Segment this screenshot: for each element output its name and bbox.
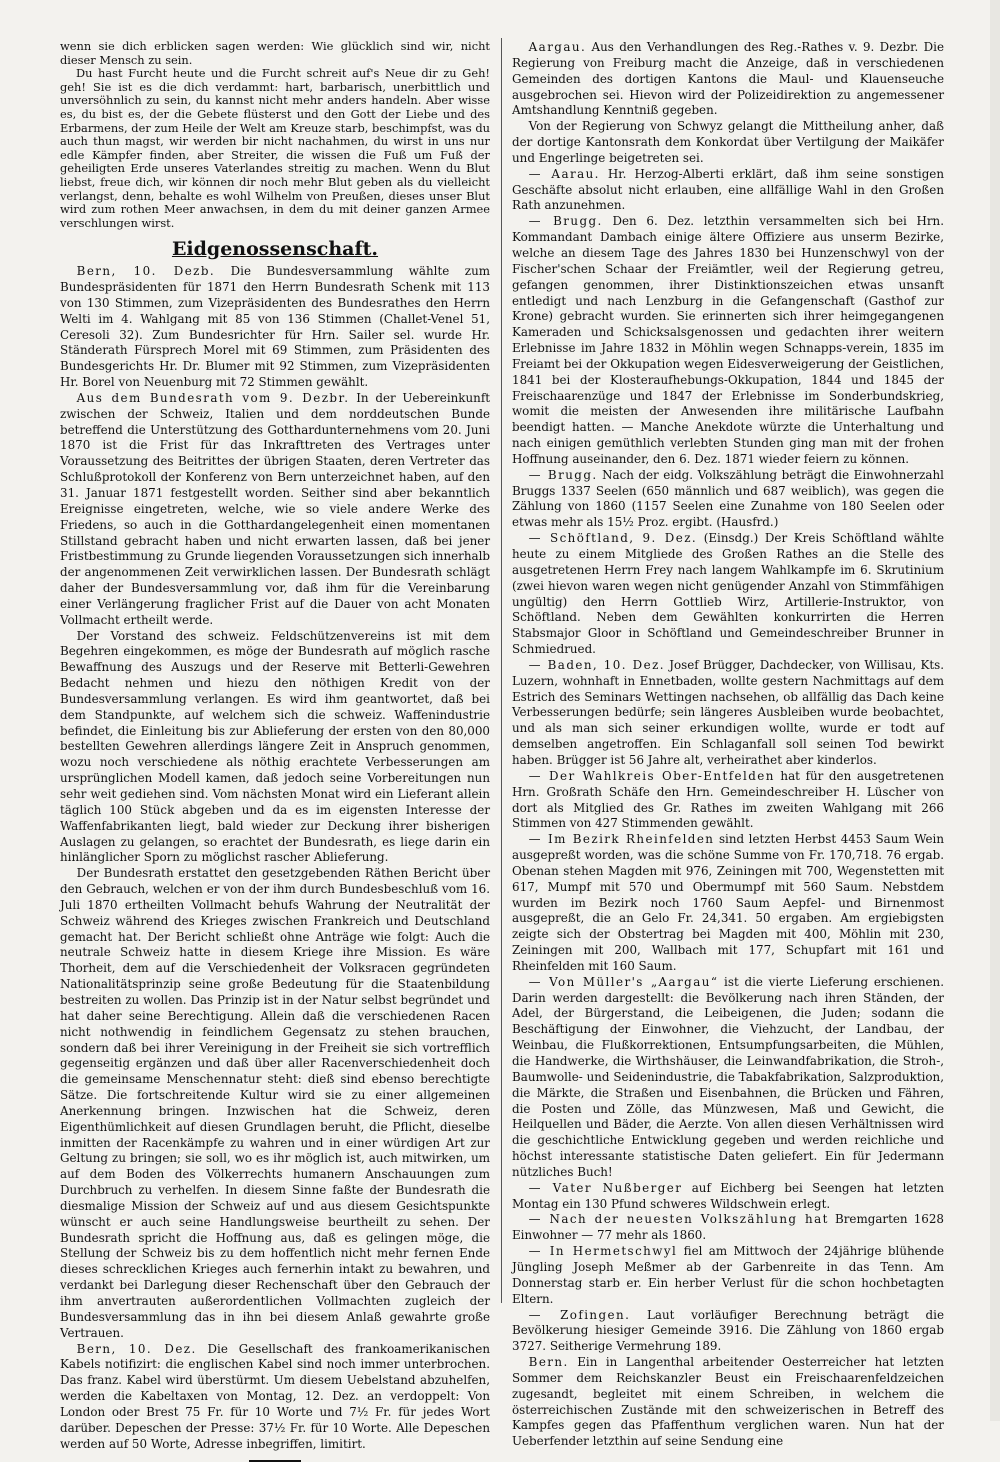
article — [60, 391, 490, 629]
article — [512, 1181, 944, 1213]
article-text: Aus den Verhandlungen des Reg.-Rathes v. 9. Dezbr. Die Regierung von Freiburg macht die Anzeige, daß in verschiedenen Gemeinden des dortigen Kantons die Maul- und Klauenseuche ausgebrochen sei. Hievon wird der Polizeidirektion zu angemessener Amtshandlung Kenntniß gegeben. — [512, 40, 944, 118]
article-text: sind letzten Herbst 4453 Saum Wein ausgepreßt worden, was die schöne Summe von Fr. 170,718. 76 ergab. Obenan stehen Magden mit 976, Zeiningen mit 700, Wegenstetten mit 617, Mumpf mit 570 und Obermumpf mit 560 Saum. Nebstdem wurden im Bezirk noch 1760 Saum Aepfel- und Birnenmost ausgepreßt, die an Gelo Fr. 24,341. 50 ergaben. Am ergiebigsten zeigte sich der Obstertrag bei Magden mit 400, Möhlin mit 230, Zeiningen mit 200, Wallbach mit 177, Schupfart mit 161 und Rheinfelden mit 160 Saum. — [512, 832, 944, 973]
article — [60, 1342, 490, 1453]
article — [60, 866, 490, 1341]
article-text: Ein in Langenthal arbeitender Oesterreicher hat letzten Sommer dem Reichskanzler Beust ein Freischaarenfeldzeichen zugesandt, begleitet mit einem Schreiben, in welchem die österreichischen Zustände mit den schweizerischen in Betreff des Kampfes gegen das Pfaffenthum verglichen waren. Nun hat der Ueberfender letzthin auf seine Sendung eine — [512, 1355, 944, 1449]
article-lead: Bern, 10. Dez. — [76, 1341, 197, 1356]
article-text: Den 6. Dez. letzthin versammelten sich bei Hrn. Kommandant Dambach einige ältere Offiziere aus unserm Bezirke, welche an diesem Tage des Jahres 1830 bei Hunzenschwyl von der Fischer'schen Schaar der Freiämtler, weil der Regierung getreu, gefangen genommen, ihrer Distinktionszeichen etwas unsanft entledigt und nach Lenzburg in die Gefangenschaft (Gasthof zur Krone) gebracht wurden. Sie erinnerten sich ihrer heimgegangenen Kameraden und Schicksalsgenossen und gedachten ihrer weitern Erlebnisse im Jahre 1832 in Möhlin wegen Schnapps-verein, 1835 im Freiamt bei der Okkupation wegen Eidesverweigerung der Geistlichen, 1841 bei der Klosteraufhebungs-Okkupation, 1844 und 1845 der Freischaarenzüge und 1847 der Erlebnisse im Sonderbundskrieg, womit die meisten der Anwesenden ihre militärische Laufbahn beendigt hatten. — Manche Anekdote würzte die Unterhaltung und nach einigen gemüthlich verlebten Stunden ging man mit der frohen Hoffnung auseinander, den 6. Dez. 1871 wieder feiern zu können. — [512, 214, 944, 466]
article-text: ist die vierte Lieferung erschienen. Darin werden dargestellt: die Bevölkerung nach ihren Ständen, der Adel, der Bürgerstand, die Leibeigenen, die Juden; sodann die Beschäftigung der Einwohner, die Viehzucht, der Landbau, der Weinbau, die Flußkorrektionen, Entsumpfungsarbeiten, die Mühlen, die Handwerke, die Wirthshäuser, die Leinwandfabrikation, die Stroh-, Baumwolle- und Seidenindustrie, die Tabakfabrikation, Salzproduktion, die Märkte, die Straßen und Eisenbahnen, die Brücken und Fähren, die Posten und Zölle, das Münzwesen, Maß und Gewicht, die Heilquellen und Bäder, die Aerzte. Von allen diesen Verhältnissen wird die geschichtliche Entwicklung gegeben und werden reichliche und höchst interessante statistische Daten geliefert. Ein für Jedermann nützliches Buch! — [512, 974, 944, 1179]
article-lead: — Zofingen. — [528, 1307, 631, 1322]
article-lead: — Brugg. — [528, 467, 598, 482]
article-text: Hr. Herzog-Alberti erklärt, daß ihm seine sonstigen Geschäfte absolut nicht erlauben, eine allfällige Wahl in den Großen Rath anzunehmen. — [512, 166, 945, 213]
article-lead: Bern, 10. Dezb. — [76, 264, 216, 279]
article — [512, 832, 944, 975]
article-lead: Aargau. — [528, 40, 587, 54]
article — [60, 629, 490, 867]
article — [512, 167, 944, 215]
article — [512, 1212, 944, 1244]
article-lead: Bern. — [528, 1355, 569, 1370]
article-text: Die Gesellschaft des frankoamerikanischen Kabels notifizirt: die englischen Kabel sind noch immer unterbrochen. Das franz. Kabel wird überstürmt. Um diesem Uebelstand abzuhelfen, werden die Kabeltaxen von Montag, 12. Dez. an verdoppelt: Von London oder Brest 75 Fr. für 10 Worte und 7½ Fr. für jedes Wort darüber. Depeschen der Presse: 37½ Fr. für 10 Worte. Alle Depeschen werden auf 50 Worte, Adresse inbegriffen, limitirt. — [60, 1341, 490, 1451]
left-column — [60, 39, 491, 1451]
article-lead: — Schöftland, 9. Dez. — [528, 531, 698, 546]
article — [60, 264, 490, 391]
article-text: Von der Regierung von Schwyz gelangt die Mittheilung anher, daß der dortige Kantonsrath dem Konkordat über Vertilgung der Maikäfer und Engerlinge beigetreten sei. — [512, 119, 944, 165]
article-text: In der Uebereinkunft zwischen der Schweiz, Italien und dem norddeutschen Bunde betreffend die Unterstützung des Gotthardunternehmens vom 20. Juni 1870 ist die Frist für das Inkrafttreten des Vertrages unter Voraussetzung des Beitrittes der übrigen Staaten, deren Vertreter das Schlußprotokoll der Konferenz von Bern unterzeichnet haben, auf den 31. Januar 1871 festgestellt worden. Seither sind aber bekanntlich Ereignisse eingetreten, welche, wie so viele andere Werke des Friedens, so auch in die Gotthardangelegenheit einen momentanen Stillstand gebracht haben und nicht erwarten lassen, daß bei jener Fristbestimmung zu Grunde liegenden Voraussetzungen sich innerhalb der angenommenen Zeit verwirklichen lassen. Der Bundesrath schlägt daher der Bundesversammlung vor, daß ihm für die Vereinbarung einer Verlängerung fraglicher Frist auf die Dauer von acht Monaten Vollmacht ertheilt werde. — [60, 390, 491, 627]
intro-paragraph: Du hast Furcht heute und die Furcht schreit auf's Neue dir zu Geh! geh! Sie ist es die dich verdammt: hart, barbarisch, unerbittlich und unversöhnlich zu sein, du kannst nicht mehr anders handeln. Aber wisse es, du bist es, der die Gebete flüsterst und den Gott der Liebe und des Erbarmens, der zum Heile der Welt am Kreuze starb, beschimpfst, was du auch thun magst, wir werden bir nicht nachahmen, du wirst in uns nur edle Kämpfer finden, aber Streiter, die wissen die Fuß um Fuß der geheiligten Erde unseres Vaterlandes streitig zu machen. Wenn du Blut liebst, freue dich, wir können dir noch mehr Blut geben als du vielleicht verlangst, denn, behalte es wohl Wilhelm von Preußen, dieses unser Blut wird zum rothen Meer anwachsen, in dem du mit deiner ganzen Armee verschlungen wirst. — [60, 66, 490, 230]
article-lead: — Baden, 10. Dez. — [528, 657, 665, 672]
article-lead: — In Hermetschwyl — [528, 1244, 678, 1259]
right-column — [512, 40, 945, 1449]
article-lead: — Im Bezirk Rheinfelden — [528, 832, 715, 847]
article-text: Die Bundesversammlung wählte zum Bundespräsidenten für 1871 den Herrn Bundesrath Schenk mit 113 von 130 Stimmen, zum Vizepräsidenten des Bundesrathes den Herrn Welti im 4. Wahlgang mit 85 von 136 Stimmen (Challet-Venel 51, Ceresoli 32). Zum Bundesrichter für Hrn. Sailer sel. wurde Hr. Ständerath Fürsprech Morel mit 69 Stimmen, zum Präsidenten des Bundesgerichts Hr. Dr. Blumer mit 92 Stimmen, zum Vizepräsidenten Hr. Borel von Neuenburg mit 72 Stimmen gewählt. — [60, 264, 491, 390]
article — [512, 119, 944, 167]
article-lead: — Brugg. — [528, 214, 603, 229]
article-lead: — Nach der neuesten Volkszählung hat — [528, 1212, 829, 1227]
page-edge-shadow — [990, 0, 1000, 1421]
article — [512, 658, 944, 769]
article-lead: — Von Müller's „Aargau“ — [528, 974, 719, 989]
article — [512, 468, 944, 531]
article-text: hat für den ausgetretenen Hrn. Großrath Schäfe den Hrn. Gemeindeschreiber H. Lüscher von dort als Mitglied des Gr. Rathes im zweiten Wahlgang mit 266 Stimmen von 427 Stimmenden gewählt. — [512, 768, 945, 831]
intro-paragraph: wenn sie dich erblicken sagen werden: Wie glücklich sind wir, nicht dieser Mensch zu sein. — [60, 39, 490, 67]
article — [512, 1308, 944, 1356]
article — [512, 975, 944, 1181]
article — [512, 214, 944, 468]
article-lead: — Der Wahlkreis Ober-Entfelden — [528, 768, 775, 783]
article-text: auf Eichberg bei Seengen hat letzten Montag ein 130 Pfund schweres Wildschwein erlegt. — [512, 1180, 944, 1211]
article — [512, 40, 944, 119]
article-text: Nach der eidg. Volkszählung beträgt die Einwohnerzahl Bruggs 1337 Seelen (650 männlich und 687 weiblich), was gegen die Zählung von 1860 (1157 Seelen eine Zunahme von 180 Seelen oder etwas mehr als 15½ Proz. ergibt. (Hausfrd.) — [512, 467, 944, 530]
article — [512, 769, 944, 832]
article-text: Der Vorstand des schweiz. Feldschützenvereins ist mit dem Begehren eingekommen, es möge der Bundesrath auf möglich rasche Bewaffnung des Auszugs und der Reserve mit Betterli-Gewehren Bedacht nehmen und hiezu den nöthigen Kredit von der Bundesversammlung verlangen. Es wird ihm geantwortet, daß bei dem Standpunkte, auf welchem sich die schweiz. Waffenindustrie befindet, die Einleitung bis zur Ablieferung der ersten von den 80,000 bestellten Gewehren allerdings längere Zeit in Anspruch genommen, wozu noch verschiedene als nöthig erachtete Verbesserungen am ursprünglichen Modell kamen, daß jedoch seine Vorbereitungen nun sehr weit gediehen sind. Vom nächsten Monat wird ein Lieferant allein täglich 100 Stück abgeben und da es im eigensten Interesse der Waffenfabrikanten liegt, bald wieder zur Deckung ihrer bisherigen Auslagen zu gelangen, so erachtet der Bundesrath, es liege darin ein hinlänglicher Sporn zu möglichst rascher Ablieferung. — [60, 628, 490, 865]
article-text: Bremgarten 1628 Einwohner — 77 mehr als 1860. — [512, 1212, 944, 1243]
article-text: Laut vorläufiger Berechnung beträgt die Bevölkerung hiesiger Gemeinde 3916. Die Zählung von 1860 ergab 3727. Seitherige Vermehrung 189. — [512, 1307, 944, 1354]
article-text: Josef Brügger, Dachdecker, von Willisau, Kts. Luzern, wohnhaft in Ennetbaden, wollte gestern Nachmittags auf dem Estrich des Seminars Wettingen nachsehen, ob allfällig das Dach keine Verbesserungen bedürfe; sein längeres Ausbleiben wurde beobachtet, und als man sich seiner erkundigen wollte, wurde er todt auf demselben angetroffen. Ein Schlaganfall soll seinen Tod bewirkt haben. Brügger ist 56 Jahre alt, verheirathet aber kinderlos. — [512, 657, 944, 767]
article-lead: — Vater Nußberger — [528, 1180, 683, 1195]
article-text: Der Bundesrath erstattet den gesetzgebenden Räthen Bericht über den Gebrauch, welchen er von der ihm durch Bundesbeschluß vom 16. Juli 1870 ertheilten Vollmacht behufs Wahrung der Neutralität der Schweiz während des Krieges zwischen Frankreich und Deutschland gemacht hat. Der Bericht schließt ohne Anträge wie folgt: Auch die neutrale Schweiz hatte in diesem Kriege ihre Mission. Es wäre Thorheit, dem auf die Verschiedenheit der Volksracen gegründeten Nationalitätsprinzip seine große Bedeutung für die Staatenbildung bestreiten zu wollen. Das Prinzip ist in der Natur selbst begründet und hat daher seine Berechtigung. Allein daß die verschiedenen Racen nicht nothwendig in feindlichem Gegensatz zu stehen brauchen, sondern daß bei ihrer Vereinigung in der Freiheit sie sich vortrefflich gegenseitig ergänzen und daß über aller Racenverschiedenheit doch die gemeinsame Menschennatur steht: dieß sind ebenso berechtigte Sätze. Die fortschreitende Kultur wird sie zu einer allgemeinen Anerkennung bringen. Inzwischen hat die Schweiz, deren Eigenthümlichkeit auf diesen Grundlagen beruht, die Pflicht, dieselbe inmitten der Racenkämpfe zu wahren und in einer würdigen Art zur Geltung zu bringen; sie soll, wo es ihr möglich ist, auch mitwirken, um auf dem Boden des Völkerrechts humanern Anschauungen zum Durchbruch zu verhelfen. In diesem Sinne faßte der Bundesrath die diesmalige Mission der Schweiz auf und aus diesem Gesichtspunkte wünscht er auch seine Handlungsweise beurtheilt zu sehen. Der Bundesrath spricht die Hoffnung aus, daß es gelingen möge, die Stellung der Schweiz bis zu dem hoffentlich nicht mehr fernen Ende dieses schrecklichen Krieges auch fernerhin intakt zu bewahren, und verdankt bei Darlegung dieser Rechenschaft über den Gebrauch der ihm anvertrauten außerordentlichen Vollmachten zugleich der Bundesversammlung das in ihn bei diesem Anlaß gewahrte große Vertrauen. — [60, 866, 490, 1340]
section-title: Eidgenossenschaft. — [171, 238, 379, 261]
article-text: (Einsdg.) Der Kreis Schöftland wählte heute zu einem Mitgliede des Großen Rathes an die Stelle des ausgetretenen Herrn Frey nach langem Wahlkampfe im 6. Skrutinium (zwei hievon waren wegen nicht genügender Anzahl von Stimmfähigen ungültig) den Herrn Gottlieb Wirz, Artillerie-Instruktor, von Schöftland. Neben dem Gewählten konkurrirten die Herren Stabsmajor Gloor in Schöftland und Gemeindeschreiber Brunner in Schmiedrued. — [512, 531, 945, 657]
column-rule — [501, 38, 502, 1303]
article-text: fiel am Mittwoch der 24jährige blühende Jüngling Joseph Meßmer ab der Garbenreite in das Tenn. Am Donnerstag starb er. Ein herber Verlust für die schon hochbetagten Eltern. — [512, 1244, 944, 1306]
article-lead: Aus dem Bundesrath vom 9. Dezbr. — [76, 390, 350, 405]
article — [512, 531, 944, 658]
article-lead: — Aarau. — [528, 166, 600, 181]
article — [512, 1355, 944, 1450]
article — [512, 1244, 944, 1307]
